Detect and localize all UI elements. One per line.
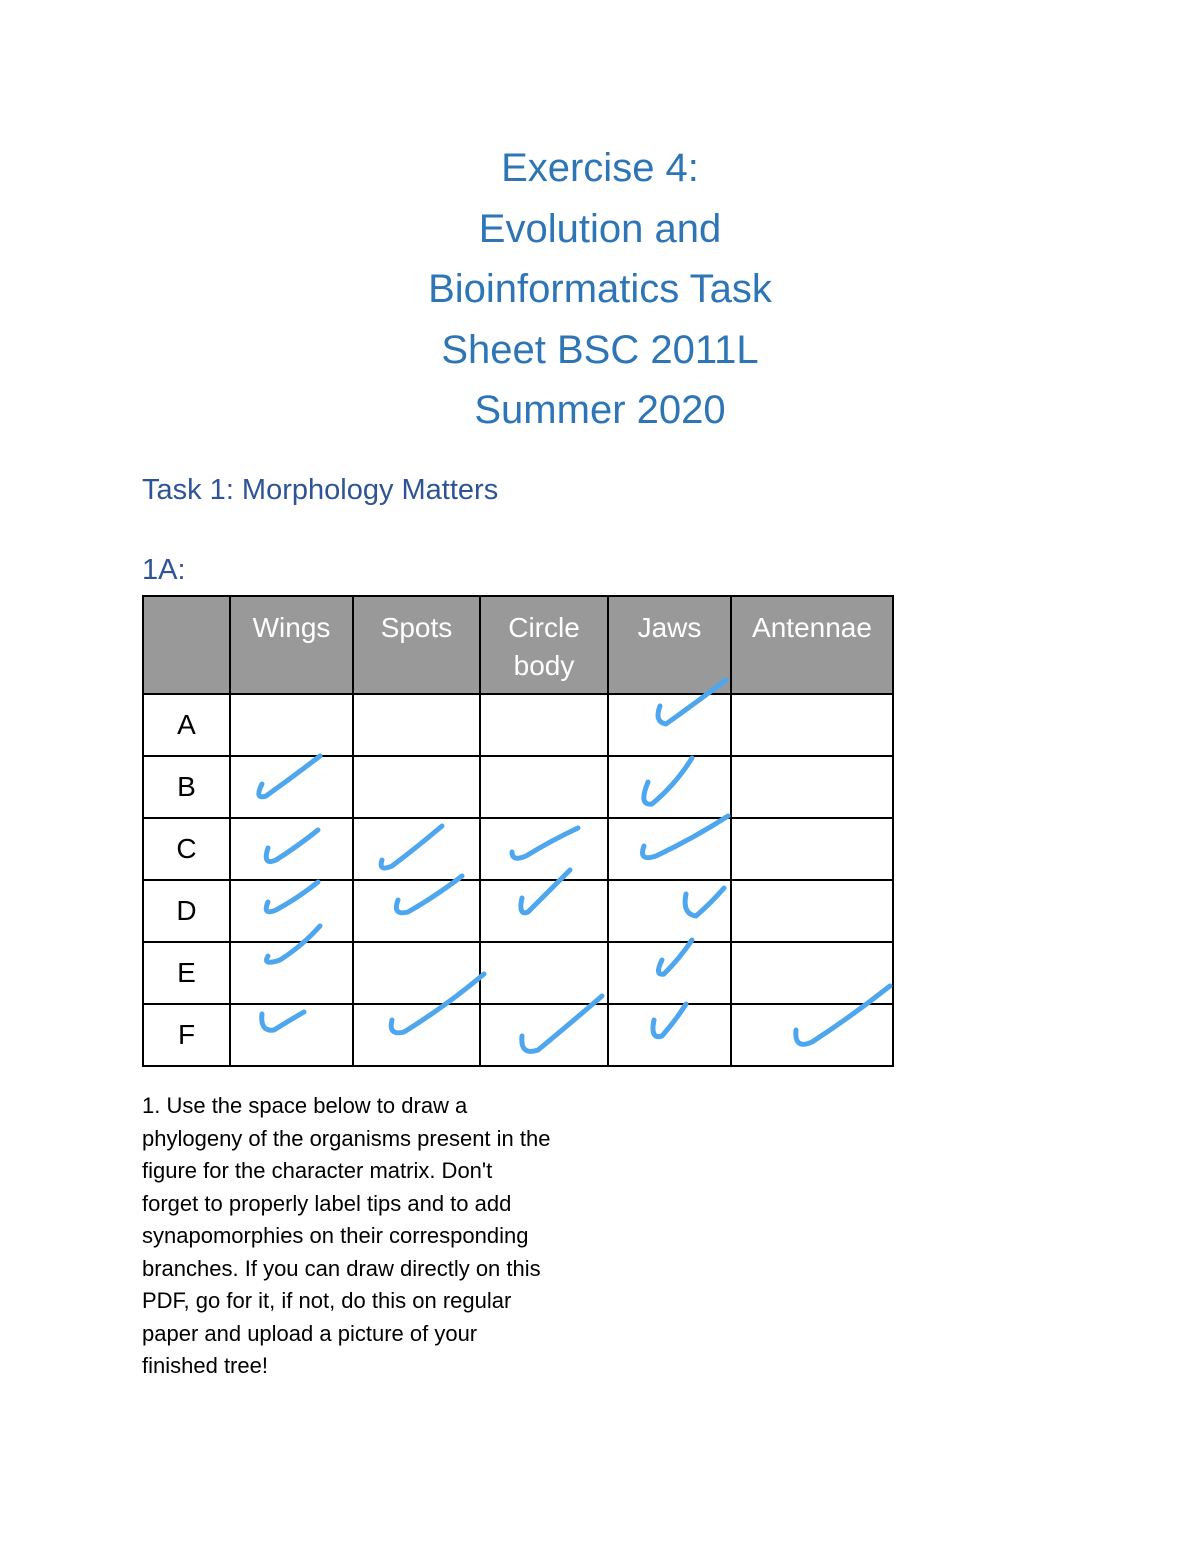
table-cell [608,1004,731,1066]
table-cell [230,1004,353,1066]
table-cell [608,694,731,756]
matrix-corner-cell [143,596,230,694]
column-header-spots: Spots [353,596,480,694]
table-cell [608,880,731,942]
table-cell [731,942,893,1004]
sub-heading: 1A: [142,554,186,586]
table-cell [480,1004,608,1066]
row-label-a: A [143,694,230,756]
table-row [143,694,893,756]
table-cell [230,942,353,1004]
column-header-antennae: Antennae [731,596,893,694]
table-cell [480,756,608,818]
title-line-1: Exercise 4: [501,146,699,190]
table-cell [230,756,353,818]
table-cell [608,818,731,880]
row-label-b: B [143,756,230,818]
table-cell [353,942,480,1004]
column-header-wings: Wings [230,596,353,694]
table-cell [731,756,893,818]
table-cell [480,694,608,756]
table-row [143,756,893,818]
column-header-circle-body: Circle body [480,596,608,694]
table-row [143,942,893,1004]
table-row [143,1004,893,1066]
task-heading: Task 1: Morphology Matters [142,474,499,506]
character-matrix [142,595,894,1067]
table-cell [731,880,893,942]
table-cell [230,694,353,756]
table-cell [353,694,480,756]
row-label-d: D [143,880,230,942]
instructions-text: 1. Use the space below to draw a phylogeny of the organisms present in the figure for the character matrix. Don't forget to properly label tips and to add synapomorphies on their corresponding branches. If you can draw directly on this PDF, go for it, if not, do this on regular paper and upload a picture of your finished tree! [142,1093,551,1378]
table-cell [731,694,893,756]
table-cell [353,880,480,942]
table-cell [731,1004,893,1066]
table-cell [480,818,608,880]
title-line-4: Sheet BSC 2011L [441,327,759,372]
table-row [143,880,893,942]
table-cell [731,818,893,880]
row-label-f: F [143,1004,230,1066]
table-cell [480,880,608,942]
title-line-5: Summer 2020 [474,388,726,432]
table-cell [353,756,480,818]
title-line-3: Bioinformatics Task [428,267,772,311]
table-cell [608,756,731,818]
document-title [0,138,1200,441]
column-header-jaws: Jaws [608,596,731,694]
table-cell [230,818,353,880]
matrix-header-row [143,596,893,694]
table-row [143,818,893,880]
row-label-e: E [143,942,230,1004]
table-cell [480,942,608,1004]
title-line-2: Evolution and [478,206,722,251]
row-label-c: C [143,818,230,880]
table-cell [608,942,731,1004]
table-cell [353,1004,480,1066]
table-cell [353,818,480,880]
table-cell [230,880,353,942]
